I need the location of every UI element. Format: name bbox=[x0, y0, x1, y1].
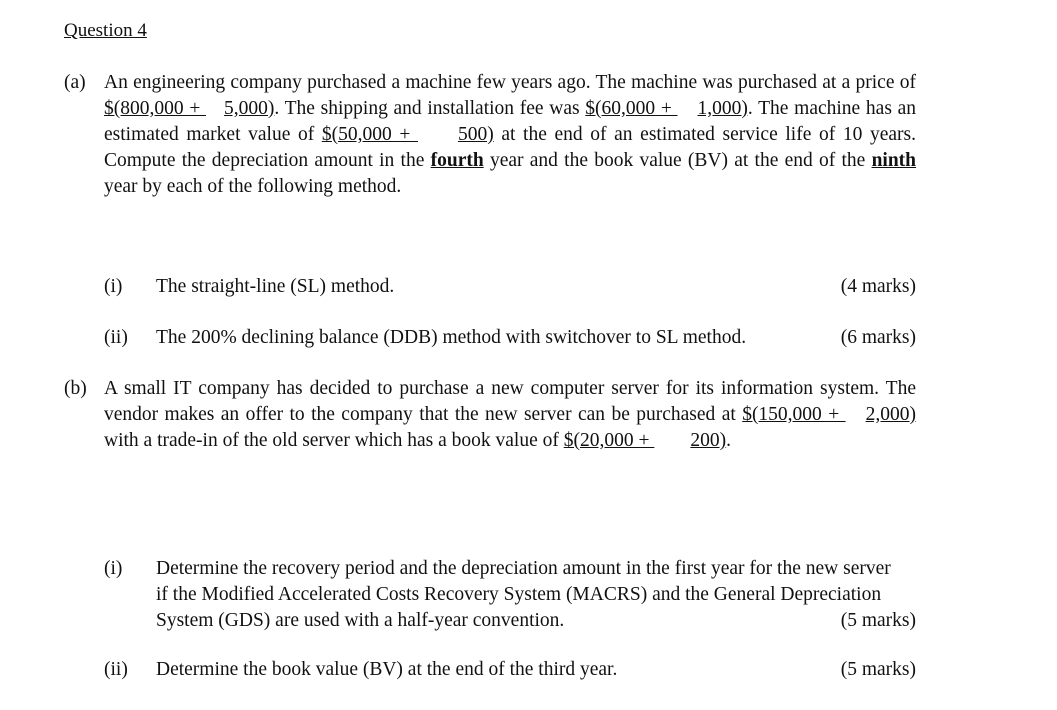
item-number: (i) bbox=[104, 558, 123, 579]
item-number: (ii) bbox=[104, 659, 128, 680]
part-b-item-ii bbox=[104, 657, 916, 683]
item-marks: (5 marks) bbox=[840, 610, 916, 631]
item-number: (i) bbox=[104, 276, 123, 297]
book-value-prefix: $(20,000 + bbox=[563, 430, 655, 451]
market-value-suffix: 500) bbox=[457, 124, 494, 145]
old-server-book-value bbox=[564, 430, 726, 451]
server-price bbox=[742, 404, 916, 425]
item-number: (ii) bbox=[104, 327, 128, 348]
item-marks: (5 marks) bbox=[840, 659, 916, 680]
machine-price bbox=[104, 98, 274, 119]
item-text: The 200% declining balance (DDB) method with switchover to SL method. bbox=[156, 327, 747, 348]
part-a-text bbox=[104, 70, 916, 200]
shipping-fee-suffix: 1,000) bbox=[697, 98, 748, 119]
ninth-year-emphasis: ninth bbox=[871, 150, 917, 171]
server-price-suffix: 2,000) bbox=[865, 404, 916, 425]
item-marks: (4 marks) bbox=[840, 276, 916, 297]
part-b-seg3: . bbox=[726, 430, 731, 451]
shipping-fee-prefix: $(60,000 + bbox=[585, 98, 678, 119]
book-value-suffix: 200) bbox=[690, 430, 727, 451]
question-title: Question 4 bbox=[64, 20, 147, 41]
part-b-label: (b) bbox=[64, 378, 87, 399]
machine-price-prefix: $(800,000 + bbox=[104, 98, 207, 119]
part-b-item-i bbox=[104, 556, 916, 634]
item-text: The straight-line (SL) method. bbox=[156, 276, 395, 297]
part-a-item-i bbox=[104, 274, 916, 300]
fourth-year-emphasis: fourth bbox=[430, 150, 484, 171]
part-a-seg1: An engineering company purchased a machine few years ago. The machine was purchased at a price of bbox=[104, 72, 916, 93]
part-b-seg2: with a trade-in of the old server which has a book value of bbox=[104, 430, 564, 451]
item-text: Determine the book value (BV) at the end of the third year. bbox=[156, 659, 618, 680]
part-b-text bbox=[104, 376, 916, 454]
part-a-seg2: . The shipping and installation fee was bbox=[274, 98, 586, 119]
part-b-seg1: A small IT company has decided to purchase a new computer server for its information system. The vendor makes an offer to the company that the new server can be purchased at bbox=[104, 378, 916, 425]
part-a-seg5: year and the book value (BV) at the end of the bbox=[483, 150, 872, 171]
machine-price-suffix: 5,000) bbox=[224, 98, 275, 119]
market-value-prefix: $(50,000 + bbox=[321, 124, 418, 145]
part-a-seg3: . The machine has an estimated market value of bbox=[104, 98, 917, 145]
part-b bbox=[64, 376, 916, 454]
market-value bbox=[322, 124, 494, 145]
part-a bbox=[64, 70, 916, 200]
part-a-seg4: at the end of an estimated service life of 10 years. Compute the depreciation amount in the bbox=[104, 124, 916, 171]
server-price-prefix: $(150,000 + bbox=[742, 404, 846, 425]
item-marks: (6 marks) bbox=[840, 327, 916, 348]
part-a-label: (a) bbox=[64, 72, 86, 93]
item-text: Determine the recovery period and the depreciation amount in the first year for the new server if the Modified Accelerated Costs Recovery System (MACRS) and the General Depreciation System (GDS) are used with a half-year convention. bbox=[156, 558, 891, 631]
part-a-seg6: year by each of the following method. bbox=[104, 176, 402, 197]
shipping-fee bbox=[585, 98, 748, 119]
part-a-item-ii bbox=[104, 325, 916, 351]
